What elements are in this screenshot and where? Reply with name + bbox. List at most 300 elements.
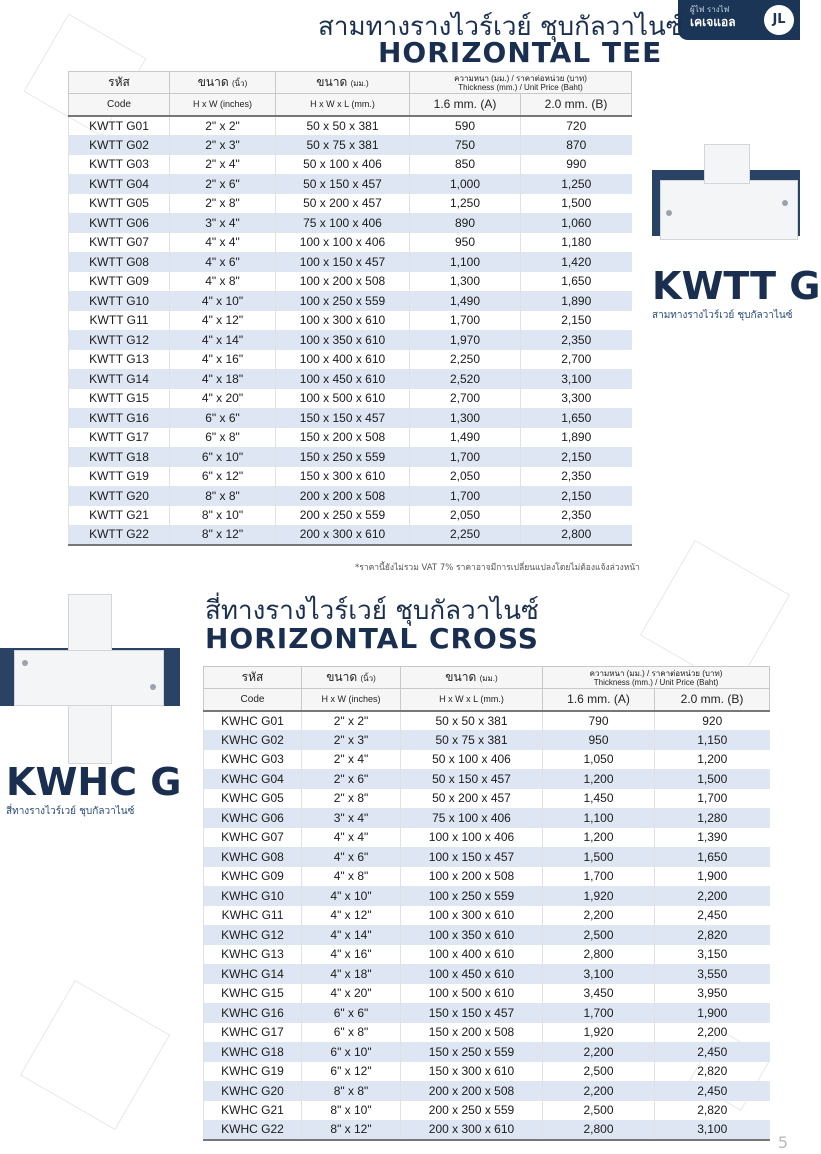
cell-price-b: 1,650 xyxy=(655,847,770,867)
tee-model-code: KWTT G xyxy=(652,264,821,308)
tee-eng-title: HORIZONTAL TEE xyxy=(378,36,663,69)
brand-logo-line1: ผู้ไฟ รางไฟ xyxy=(690,5,730,14)
cell-size-mm: 50 x 200 x 457 xyxy=(276,194,410,214)
cell-size-inches: 6" x 10" xyxy=(170,447,276,467)
page-number: 5 xyxy=(777,1133,788,1152)
cell-price-b: 2,820 xyxy=(655,1062,770,1082)
cell-code: KWHC G20 xyxy=(204,1081,302,1101)
table-row xyxy=(69,155,632,175)
cell-size-mm: 100 x 500 x 610 xyxy=(276,389,410,409)
cell-size-mm: 150 x 300 x 610 xyxy=(401,1062,543,1082)
cell-size-mm: 100 x 200 x 508 xyxy=(276,272,410,292)
cell-price-a: 2,200 xyxy=(543,906,655,926)
table-row xyxy=(69,486,632,506)
cell-size-mm: 75 x 100 x 406 xyxy=(276,213,410,233)
cell-price-b: 1,150 xyxy=(655,730,770,750)
cross-thai-title: สี่ทางรางไวร์เวย์ ชุบกัลวาไนซ์ xyxy=(205,596,539,626)
table-row xyxy=(204,711,770,731)
cell-price-b: 2,150 xyxy=(521,311,632,331)
cell-size-mm: 200 x 200 x 508 xyxy=(401,1081,543,1101)
cell-price-b: 1,890 xyxy=(521,428,632,448)
cell-size-mm: 150 x 200 x 508 xyxy=(401,1023,543,1043)
cell-code: KWHC G13 xyxy=(204,945,302,965)
cell-price-a: 1,300 xyxy=(410,272,521,292)
table-row xyxy=(204,808,770,828)
cell-price-a: 1,300 xyxy=(410,408,521,428)
cell-size-mm: 100 x 400 x 610 xyxy=(276,350,410,370)
cell-price-a: 1,100 xyxy=(543,808,655,828)
cell-price-a: 950 xyxy=(410,233,521,253)
cell-size-mm: 100 x 150 x 457 xyxy=(276,252,410,272)
cell-size-mm: 100 x 100 x 406 xyxy=(401,828,543,848)
table-row xyxy=(69,389,632,409)
cell-size-inches: 2" x 6" xyxy=(170,174,276,194)
cell-code: KWHC G15 xyxy=(204,984,302,1004)
tee-price-note: *ราคานี้ยังไม่รวม VAT 7% ราคาอาจมีการเปลี่ยนแปลงโดยไม่ต้องแจ้งล่วงหน้า xyxy=(355,563,640,573)
cell-price-a: 2,050 xyxy=(410,467,521,487)
cell-size-inches: 3" x 4" xyxy=(302,808,401,828)
cell-price-b: 3,100 xyxy=(521,369,632,389)
cell-size-mm: 100 x 300 x 610 xyxy=(276,311,410,331)
cell-size-mm: 50 x 150 x 457 xyxy=(401,769,543,789)
cell-size-inches: 4" x 16" xyxy=(170,350,276,370)
brand-logo xyxy=(678,0,800,40)
cell-price-b: 1,900 xyxy=(655,867,770,887)
cell-size-mm: 100 x 100 x 406 xyxy=(276,233,410,253)
cell-price-b: 920 xyxy=(655,711,770,731)
cell-code: KWTT G01 xyxy=(69,116,170,136)
cell-price-a: 1,700 xyxy=(410,447,521,467)
cell-price-a: 790 xyxy=(543,711,655,731)
cell-code: KWTT G16 xyxy=(69,408,170,428)
cell-code: KWHC G22 xyxy=(204,1120,302,1140)
table-row xyxy=(69,369,632,389)
cell-size-mm: 150 x 150 x 457 xyxy=(276,408,410,428)
cell-price-b: 1,180 xyxy=(521,233,632,253)
table-row xyxy=(204,906,770,926)
cell-price-b: 2,200 xyxy=(655,1023,770,1043)
cell-size-mm: 150 x 250 x 559 xyxy=(276,447,410,467)
header-size-inch-th: ขนาด (นิ้ว) xyxy=(302,667,401,689)
cell-price-a: 590 xyxy=(410,116,521,136)
cell-size-inches: 8" x 8" xyxy=(170,486,276,506)
cell-price-b: 3,150 xyxy=(655,945,770,965)
tee-product-body xyxy=(660,180,798,240)
cell-price-b: 3,100 xyxy=(655,1120,770,1140)
cell-code: KWTT G05 xyxy=(69,194,170,214)
cell-price-b: 1,650 xyxy=(521,272,632,292)
cell-code: KWHC G14 xyxy=(204,964,302,984)
cell-price-a: 890 xyxy=(410,213,521,233)
cell-code: KWTT G17 xyxy=(69,428,170,448)
cell-size-inches: 6" x 6" xyxy=(170,408,276,428)
cell-size-inches: 4" x 20" xyxy=(170,389,276,409)
header-col-a: 1.6 mm. (A) xyxy=(543,689,655,711)
cell-size-inches: 4" x 16" xyxy=(302,945,401,965)
cell-size-mm: 100 x 450 x 610 xyxy=(276,369,410,389)
cell-size-inches: 8" x 12" xyxy=(170,525,276,545)
table-row xyxy=(204,847,770,867)
cell-price-b: 1,650 xyxy=(521,408,632,428)
cell-code: KWTT G08 xyxy=(69,252,170,272)
cell-code: KWTT G13 xyxy=(69,350,170,370)
cell-code: KWTT G04 xyxy=(69,174,170,194)
cell-size-mm: 100 x 400 x 610 xyxy=(401,945,543,965)
cell-price-b: 2,350 xyxy=(521,330,632,350)
cell-size-mm: 50 x 200 x 457 xyxy=(401,789,543,809)
cell-size-mm: 50 x 75 x 381 xyxy=(401,730,543,750)
cell-code: KWTT G20 xyxy=(69,486,170,506)
cell-price-b: 2,450 xyxy=(655,1081,770,1101)
cell-code: KWTT G02 xyxy=(69,135,170,155)
cell-code: KWTT G21 xyxy=(69,506,170,526)
header-size-inch-en: H x W (inches) xyxy=(302,689,401,711)
cell-price-b: 1,200 xyxy=(655,750,770,770)
cell-code: KWHC G10 xyxy=(204,886,302,906)
cell-size-inches: 8" x 10" xyxy=(170,506,276,526)
table-row xyxy=(69,272,632,292)
cell-size-mm: 150 x 250 x 559 xyxy=(401,1042,543,1062)
cell-size-inches: 2" x 2" xyxy=(170,116,276,136)
cell-code: KWHC G07 xyxy=(204,828,302,848)
cell-size-mm: 200 x 300 x 610 xyxy=(401,1120,543,1140)
cell-price-a: 1,250 xyxy=(410,194,521,214)
cell-size-inches: 6" x 10" xyxy=(302,1042,401,1062)
header-col-a: 1.6 mm. (A) xyxy=(410,94,521,116)
cell-size-inches: 4" x 10" xyxy=(170,291,276,311)
cross-product-horizontal xyxy=(14,650,164,706)
cross-model-subtitle: สี่ทางรางไวร์เวย์ ชุบกัลวาไนซ์ xyxy=(6,806,135,817)
cell-size-inches: 4" x 4" xyxy=(302,828,401,848)
screw-icon xyxy=(22,660,28,666)
brand-logo-line2: เคเจแอล xyxy=(690,15,736,29)
table-row xyxy=(204,1023,770,1043)
cell-size-inches: 2" x 6" xyxy=(302,769,401,789)
header-size-mm-th: ขนาด (มม.) xyxy=(276,72,410,94)
table-row xyxy=(204,769,770,789)
cell-size-mm: 100 x 500 x 610 xyxy=(401,984,543,1004)
cell-size-mm: 50 x 150 x 457 xyxy=(276,174,410,194)
table-row xyxy=(204,1081,770,1101)
cell-price-a: 1,100 xyxy=(410,252,521,272)
table-row xyxy=(69,330,632,350)
table-row xyxy=(69,291,632,311)
cell-size-mm: 50 x 100 x 406 xyxy=(401,750,543,770)
table-row xyxy=(204,945,770,965)
cell-price-b: 1,420 xyxy=(521,252,632,272)
cell-price-a: 1,490 xyxy=(410,428,521,448)
cell-price-a: 2,200 xyxy=(543,1081,655,1101)
cell-size-mm: 100 x 350 x 610 xyxy=(401,925,543,945)
cell-price-b: 3,300 xyxy=(521,389,632,409)
cell-price-b: 2,350 xyxy=(521,506,632,526)
cell-size-inches: 2" x 4" xyxy=(302,750,401,770)
cell-code: KWHC G16 xyxy=(204,1003,302,1023)
cross-eng-title: HORIZONTAL CROSS xyxy=(205,622,539,655)
cell-size-mm: 100 x 350 x 610 xyxy=(276,330,410,350)
cell-size-inches: 4" x 10" xyxy=(302,886,401,906)
header-size-inch-en: H x W (inches) xyxy=(170,94,276,116)
cell-code: KWTT G22 xyxy=(69,525,170,545)
table-row xyxy=(69,252,632,272)
cell-price-b: 2,150 xyxy=(521,486,632,506)
cell-size-inches: 8" x 10" xyxy=(302,1101,401,1121)
cell-size-inches: 2" x 3" xyxy=(170,135,276,155)
cell-size-inches: 4" x 6" xyxy=(170,252,276,272)
cell-size-inches: 6" x 8" xyxy=(302,1023,401,1043)
cell-price-b: 1,060 xyxy=(521,213,632,233)
cell-code: KWHC G06 xyxy=(204,808,302,828)
table-row xyxy=(204,964,770,984)
cell-code: KWTT G14 xyxy=(69,369,170,389)
cell-price-a: 2,200 xyxy=(543,1042,655,1062)
cell-code: KWHC G04 xyxy=(204,769,302,789)
header-col-b: 2.0 mm. (B) xyxy=(655,689,770,711)
cell-size-mm: 200 x 250 x 559 xyxy=(276,506,410,526)
cell-size-inches: 2" x 8" xyxy=(170,194,276,214)
cell-size-mm: 100 x 200 x 508 xyxy=(401,867,543,887)
tee-price-table xyxy=(68,71,632,546)
table-row xyxy=(204,1101,770,1121)
table-row xyxy=(69,194,632,214)
cell-size-mm: 200 x 250 x 559 xyxy=(401,1101,543,1121)
cell-code: KWTT G10 xyxy=(69,291,170,311)
cell-price-a: 1,970 xyxy=(410,330,521,350)
cell-price-b: 3,550 xyxy=(655,964,770,984)
cell-size-inches: 4" x 12" xyxy=(170,311,276,331)
header-price: ความหนา (มม.) / ราคาต่อหน่วย (บาท) Thickness (mm.) / Unit Price (Baht) xyxy=(410,72,632,94)
table-row xyxy=(69,213,632,233)
table-row xyxy=(204,730,770,750)
table-row xyxy=(204,1062,770,1082)
table-row xyxy=(204,1120,770,1140)
cell-price-b: 1,900 xyxy=(655,1003,770,1023)
header-code-en: Code xyxy=(204,689,302,711)
cell-code: KWHC G21 xyxy=(204,1101,302,1121)
cell-code: KWTT G09 xyxy=(69,272,170,292)
table-row xyxy=(69,350,632,370)
cell-code: KWHC G17 xyxy=(204,1023,302,1043)
cell-price-b: 720 xyxy=(521,116,632,136)
cell-size-inches: 4" x 18" xyxy=(170,369,276,389)
cell-price-a: 2,700 xyxy=(410,389,521,409)
table-row xyxy=(204,789,770,809)
cell-code: KWTT G12 xyxy=(69,330,170,350)
cell-code: KWHC G08 xyxy=(204,847,302,867)
cell-size-inches: 2" x 8" xyxy=(302,789,401,809)
cell-price-b: 3,950 xyxy=(655,984,770,1004)
cross-model-code: KWHC G xyxy=(6,760,182,804)
cell-price-a: 750 xyxy=(410,135,521,155)
cell-price-b: 1,280 xyxy=(655,808,770,828)
cell-price-b: 1,890 xyxy=(521,291,632,311)
cell-price-b: 1,250 xyxy=(521,174,632,194)
table-row xyxy=(69,467,632,487)
cell-price-b: 2,450 xyxy=(655,1042,770,1062)
table-row xyxy=(69,116,632,136)
cell-code: KWTT G18 xyxy=(69,447,170,467)
cell-size-mm: 200 x 300 x 610 xyxy=(276,525,410,545)
cell-code: KWHC G01 xyxy=(204,711,302,731)
cell-size-inches: 3" x 4" xyxy=(170,213,276,233)
cell-size-mm: 150 x 150 x 457 xyxy=(401,1003,543,1023)
cell-code: KWTT G03 xyxy=(69,155,170,175)
header-price: ความหนา (มม.) / ราคาต่อหน่วย (บาท) Thickness (mm.) / Unit Price (Baht) xyxy=(543,667,770,689)
cell-price-a: 1,920 xyxy=(543,1023,655,1043)
cell-price-a: 1,050 xyxy=(543,750,655,770)
cell-size-inches: 8" x 8" xyxy=(302,1081,401,1101)
cell-size-inches: 4" x 18" xyxy=(302,964,401,984)
background-pattern xyxy=(20,980,170,1130)
cell-size-mm: 150 x 200 x 508 xyxy=(276,428,410,448)
cell-size-mm: 50 x 75 x 381 xyxy=(276,135,410,155)
cell-code: KWHC G11 xyxy=(204,906,302,926)
cell-size-mm: 100 x 250 x 559 xyxy=(401,886,543,906)
table-row xyxy=(69,408,632,428)
cross-price-table xyxy=(203,666,770,1141)
cell-price-b: 2,350 xyxy=(521,467,632,487)
cell-price-b: 2,200 xyxy=(655,886,770,906)
cell-size-mm: 50 x 50 x 381 xyxy=(276,116,410,136)
cell-code: KWHC G18 xyxy=(204,1042,302,1062)
cell-price-a: 2,250 xyxy=(410,525,521,545)
cell-price-a: 1,000 xyxy=(410,174,521,194)
cell-price-a: 1,700 xyxy=(410,311,521,331)
table-row xyxy=(69,447,632,467)
cell-code: KWTT G06 xyxy=(69,213,170,233)
cell-price-b: 1,500 xyxy=(521,194,632,214)
header-col-b: 2.0 mm. (B) xyxy=(521,94,632,116)
cell-size-mm: 50 x 50 x 381 xyxy=(401,711,543,731)
header-size-mm-th: ขนาด (มม.) xyxy=(401,667,543,689)
cell-price-a: 1,200 xyxy=(543,828,655,848)
header-code-en: Code xyxy=(69,94,170,116)
table-row xyxy=(204,1003,770,1023)
cell-price-b: 2,150 xyxy=(521,447,632,467)
cell-size-mm: 150 x 300 x 610 xyxy=(276,467,410,487)
cell-price-b: 2,700 xyxy=(521,350,632,370)
header-size-mm-en: H x W x L (mm.) xyxy=(276,94,410,116)
brand-badge: JL xyxy=(764,5,794,35)
cell-price-b: 1,700 xyxy=(655,789,770,809)
table-row xyxy=(69,233,632,253)
table-row xyxy=(204,1042,770,1062)
cell-price-a: 1,700 xyxy=(543,1003,655,1023)
cell-size-inches: 2" x 3" xyxy=(302,730,401,750)
cell-price-a: 1,700 xyxy=(543,867,655,887)
cell-price-a: 2,500 xyxy=(543,925,655,945)
cross-product-image xyxy=(0,594,180,764)
cell-code: KWHC G02 xyxy=(204,730,302,750)
cell-size-inches: 2" x 4" xyxy=(170,155,276,175)
tee-product-image xyxy=(652,140,800,252)
table-row xyxy=(204,867,770,887)
screw-icon xyxy=(666,210,672,216)
cell-size-inches: 6" x 6" xyxy=(302,1003,401,1023)
table-row xyxy=(204,828,770,848)
table-row xyxy=(204,750,770,770)
cell-price-a: 2,050 xyxy=(410,506,521,526)
header-code-th: รหัส xyxy=(204,667,302,689)
cell-price-a: 950 xyxy=(543,730,655,750)
cell-size-mm: 100 x 150 x 457 xyxy=(401,847,543,867)
cell-size-inches: 4" x 14" xyxy=(302,925,401,945)
cell-price-b: 1,390 xyxy=(655,828,770,848)
cell-size-inches: 4" x 4" xyxy=(170,233,276,253)
cell-price-a: 1,500 xyxy=(543,847,655,867)
tee-model-subtitle: สามทางรางไวร์เวย์ ชุบกัลวาไนซ์ xyxy=(652,310,793,321)
screw-icon xyxy=(782,200,788,206)
cell-size-inches: 2" x 2" xyxy=(302,711,401,731)
header-code-th: รหัส xyxy=(69,72,170,94)
cell-size-inches: 8" x 12" xyxy=(302,1120,401,1140)
cell-code: KWTT G19 xyxy=(69,467,170,487)
cell-code: KWHC G19 xyxy=(204,1062,302,1082)
cell-size-mm: 200 x 200 x 508 xyxy=(276,486,410,506)
cell-size-mm: 75 x 100 x 406 xyxy=(401,808,543,828)
brand-logo-text xyxy=(690,4,736,28)
table-row xyxy=(69,525,632,545)
cell-price-b: 1,500 xyxy=(655,769,770,789)
cell-size-inches: 4" x 6" xyxy=(302,847,401,867)
cell-price-a: 2,250 xyxy=(410,350,521,370)
cell-size-inches: 4" x 12" xyxy=(302,906,401,926)
cell-size-inches: 4" x 8" xyxy=(170,272,276,292)
cell-price-b: 2,450 xyxy=(655,906,770,926)
table-row xyxy=(69,174,632,194)
cell-size-inches: 6" x 12" xyxy=(302,1062,401,1082)
cell-size-mm: 100 x 300 x 610 xyxy=(401,906,543,926)
cell-size-mm: 100 x 450 x 610 xyxy=(401,964,543,984)
cell-price-b: 990 xyxy=(521,155,632,175)
table-row xyxy=(204,984,770,1004)
table-row xyxy=(69,311,632,331)
table-row xyxy=(204,886,770,906)
cell-price-a: 3,450 xyxy=(543,984,655,1004)
table-row xyxy=(69,135,632,155)
cell-size-mm: 100 x 250 x 559 xyxy=(276,291,410,311)
tee-product-branch xyxy=(704,144,750,184)
cell-price-a: 1,920 xyxy=(543,886,655,906)
cell-size-inches: 6" x 8" xyxy=(170,428,276,448)
cell-code: KWTT G07 xyxy=(69,233,170,253)
table-row xyxy=(204,925,770,945)
cell-price-a: 2,500 xyxy=(543,1062,655,1082)
header-size-inch-th: ขนาด (นิ้ว) xyxy=(170,72,276,94)
table-row xyxy=(69,506,632,526)
header-size-mm-en: H x W x L (mm.) xyxy=(401,689,543,711)
cell-price-a: 1,490 xyxy=(410,291,521,311)
cell-price-a: 2,500 xyxy=(543,1101,655,1121)
cell-code: KWTT G15 xyxy=(69,389,170,409)
cell-size-inches: 4" x 8" xyxy=(302,867,401,887)
cell-code: KWHC G03 xyxy=(204,750,302,770)
cell-size-inches: 4" x 20" xyxy=(302,984,401,1004)
cell-size-inches: 6" x 12" xyxy=(170,467,276,487)
cell-size-mm: 50 x 100 x 406 xyxy=(276,155,410,175)
cell-price-a: 2,800 xyxy=(543,945,655,965)
cell-price-a: 1,700 xyxy=(410,486,521,506)
cell-price-a: 2,520 xyxy=(410,369,521,389)
cell-price-b: 2,820 xyxy=(655,925,770,945)
cell-price-b: 2,800 xyxy=(521,525,632,545)
cell-price-a: 1,450 xyxy=(543,789,655,809)
cell-code: KWHC G05 xyxy=(204,789,302,809)
cell-code: KWHC G09 xyxy=(204,867,302,887)
cell-price-a: 850 xyxy=(410,155,521,175)
tee-thai-title: สามทางรางไวร์เวย์ ชุบกัลวาไนซ์ xyxy=(318,12,684,42)
cell-size-inches: 4" x 14" xyxy=(170,330,276,350)
